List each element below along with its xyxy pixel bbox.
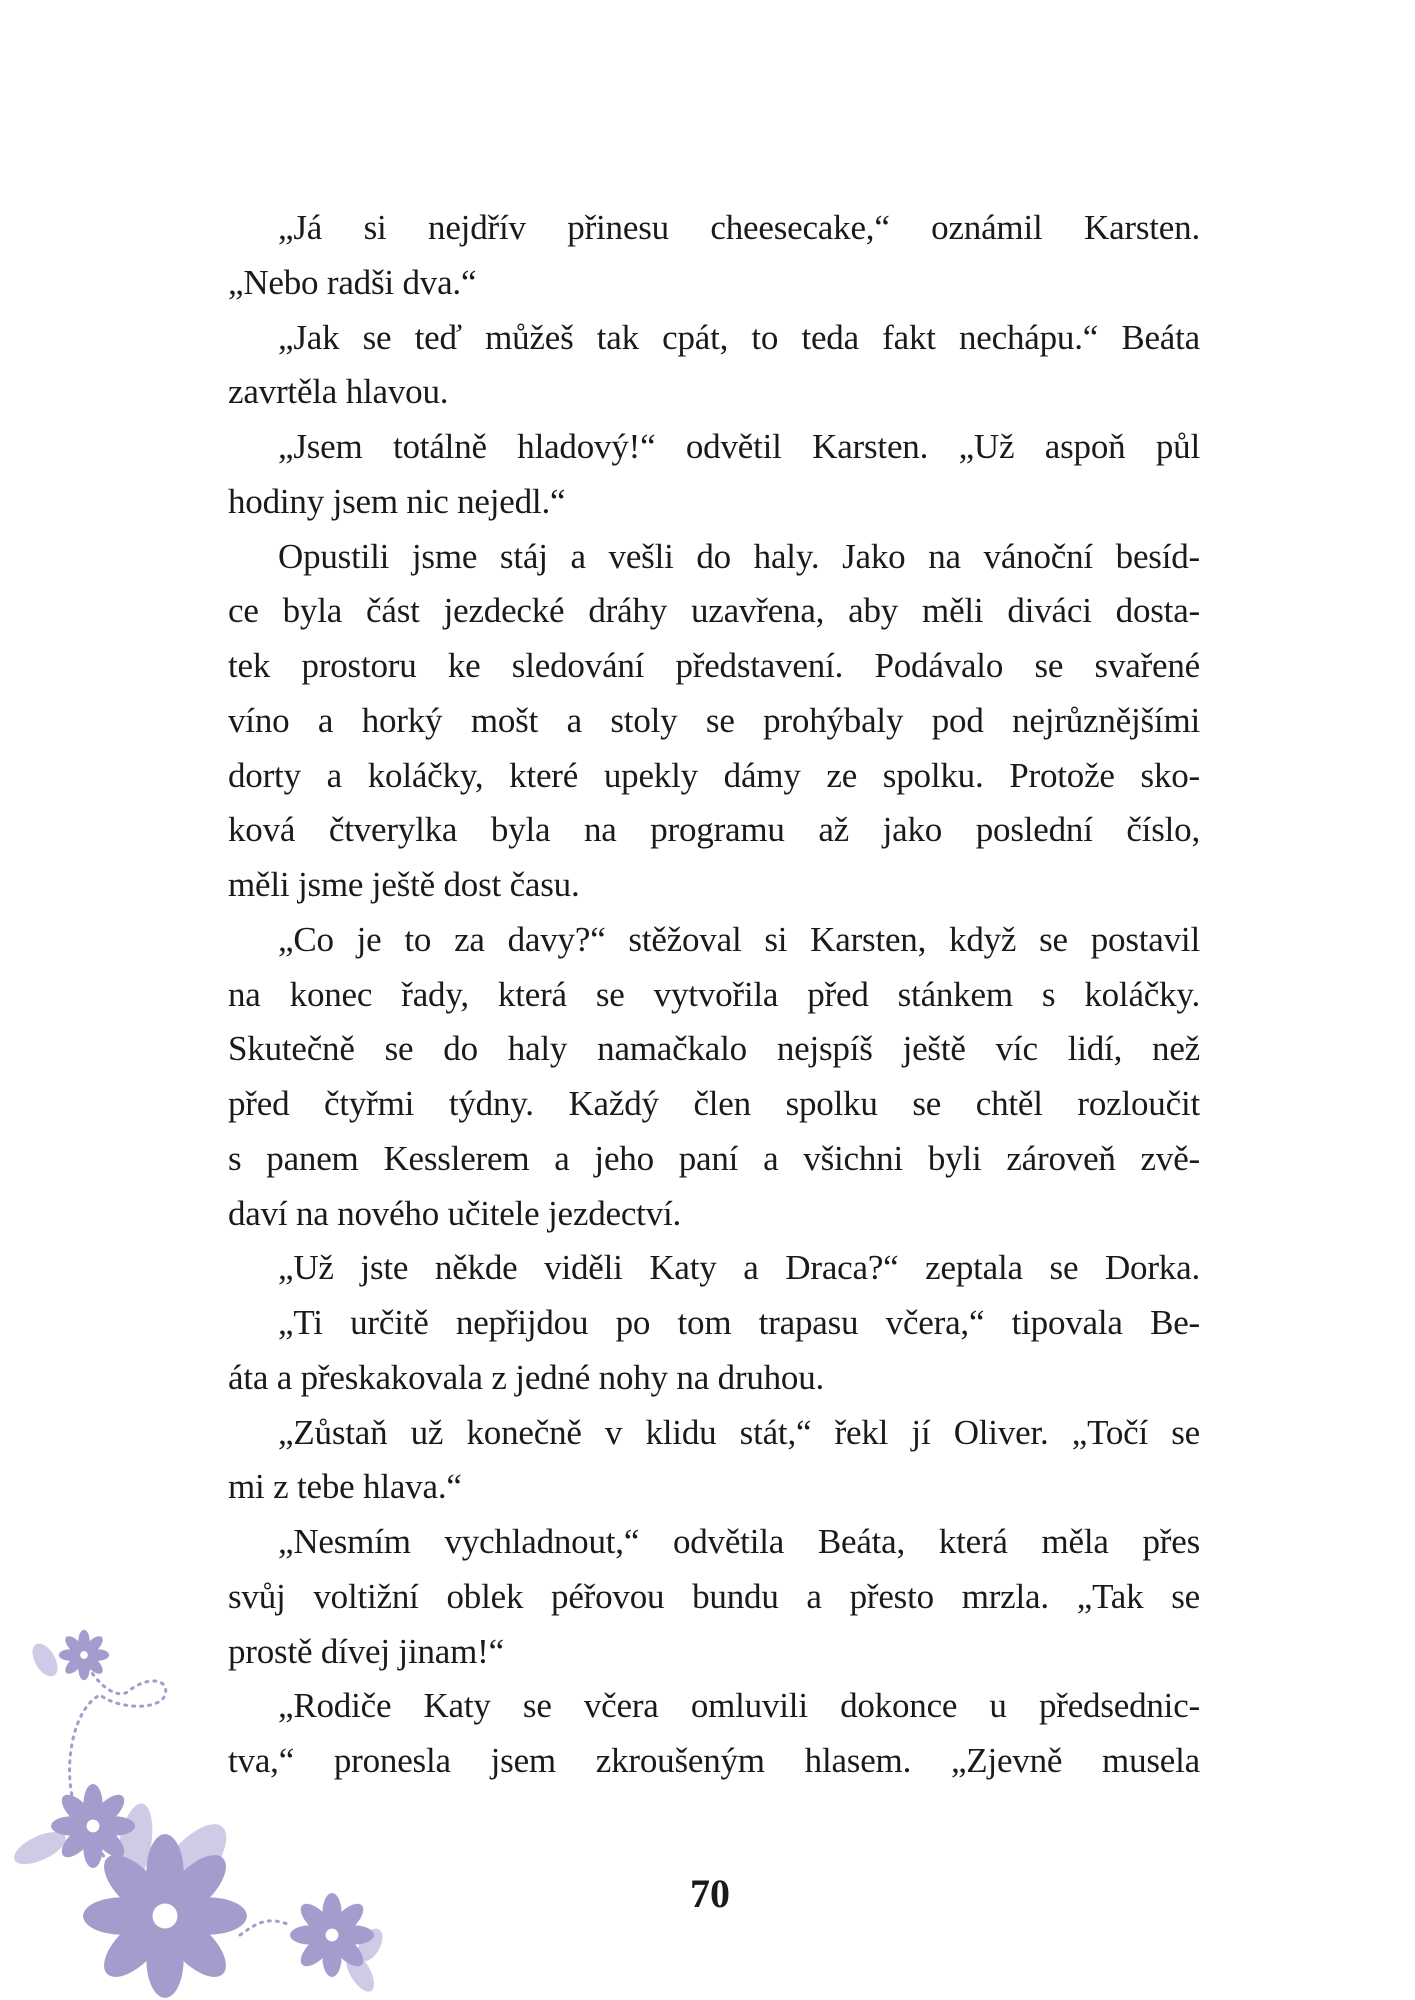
text-line: hodiny jsem nic nejedl.“ [228,481,566,521]
text-line: dorty a koláčky, které upekly dámy ze spolku. Protože sko- [228,755,1200,795]
text-line: „Jsem totálně hladový!“ odvětil Karsten. „Už aspoň půl [278,427,1200,466]
text-line: „Už jste někde viděli Katy a Draca?“ zeptala se Dorka. [278,1248,1200,1288]
text-line: Skutečně se do haly namačkalo nejspíš ještě víc lidí, než [228,1029,1200,1069]
text-line: „Zůstaň už konečně v klidu stát,“ řekl jí Oliver. „Točí se [278,1412,1200,1452]
text-line: mi z tebe hlava.“ [228,1467,462,1507]
text-line: tek prostoru ke sledování představení. Podávalo se svařené [228,646,1200,685]
text-line: „Nebo radši dva.“ [228,262,477,302]
text-line: prostě dívej jinam!“ [228,1631,504,1671]
text-line: daví na nového učitele jezdectví. [228,1193,682,1233]
text-line: měli jsme ještě dost času. [228,865,580,904]
text-line: „Co je to za davy?“ stěžoval si Karsten, když se postavil [278,919,1200,959]
text-line: „Já si nejdřív přinesu cheesecake,“ oznámil Karsten. [278,208,1200,247]
text-line: tva,“ pronesla jsem zkroušeným hlasem. „Zjevně musela [228,1741,1200,1780]
text-line: áta a přeskakovala z jedné nohy na druhou. [228,1357,825,1397]
flower-icon [59,1630,109,1680]
body-text [228,201,1200,1789]
text-line: zavrtěla hlavou. [228,372,449,412]
text-line: s panem Kesslerem a jeho paní a všichni byli zároveň zvě- [228,1138,1200,1178]
text-line: svůj voltižní oblek péřovou bundu a přesto mrzla. „Tak se [228,1576,1200,1616]
text-line: „Ti určitě nepřijdou po tom trapasu včera,“ tipovala Be- [278,1303,1200,1342]
text-line: Opustili jsme stáj a vešli do haly. Jako na vánoční besíd- [278,536,1200,576]
text-line: víno a horký mošt a stoly se prohýbaly pod nejrůznějšími [228,700,1200,740]
text-line: „Rodiče Katy se včera omluvili dokonce u předsednic- [278,1686,1200,1726]
flower-icon [51,1784,135,1868]
text-line: „Nesmím vychladnout,“ odvětila Beáta, která měla přes [278,1522,1200,1561]
text-line: na konec řady, která se vytvořila před stánkem s koláčky. [228,974,1200,1014]
text-line: ce byla část jezdecké dráhy uzavřena, aby měli diváci dosta- [228,591,1200,631]
text-line: ková čtverylka byla na programu až jako poslední číslo, [228,810,1200,850]
page-number: 70 [690,1871,730,1916]
text-line: „Jak se teď můžeš tak cpát, to teda fakt nechápu.“ Beáta [278,317,1200,357]
text-line: před čtyřmi týdny. Každý člen spolku se chtěl rozloučit [228,1084,1200,1123]
